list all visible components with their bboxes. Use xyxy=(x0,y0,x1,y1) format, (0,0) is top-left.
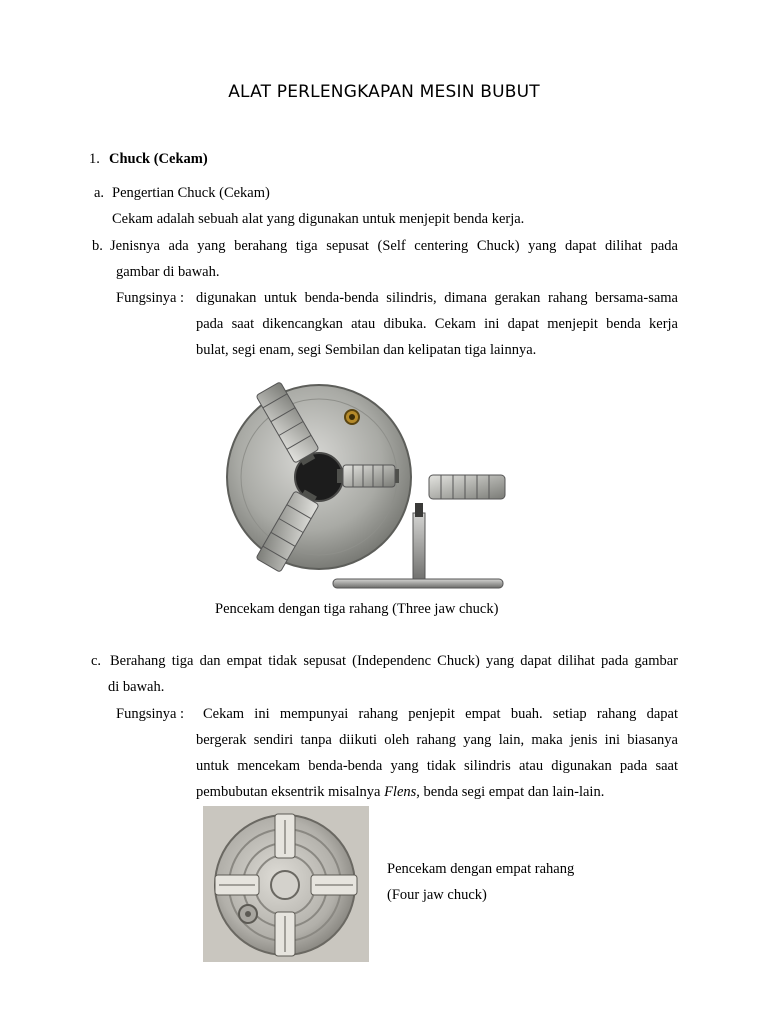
page-title: ALAT PERLENGKAPAN MESIN BUBUT xyxy=(228,82,540,102)
item-c-fungsi-label: Fungsinya : xyxy=(116,706,185,722)
item-b-line1: Jenisnya ada yang berahang tiga sepusat (Self centering Chuck) yang dapat dilihat pada xyxy=(110,238,678,254)
three-jaw-chuck-illustration xyxy=(219,377,511,595)
item-a-text: Cekam adalah sebuah alat yang digunakan untuk menjepit benda kerja. xyxy=(112,211,525,227)
item-b-fungsi-line1: digunakan untuk benda-benda silindris, dimana gerakan rahang bersama-sama xyxy=(196,290,678,306)
item-c-line1: Berahang tiga dan empat tidak sepusat (Independenc Chuck) yang dapat dilihat pada gambar xyxy=(110,653,678,669)
item-b-fungsi-line3: bulat, segi enam, segi Sembilan dan kelipatan tiga lainnya. xyxy=(196,342,537,358)
four-jaw-chuck-illustration xyxy=(203,806,369,962)
section-heading: Chuck (Cekam) xyxy=(109,151,208,167)
item-c-fungsi-line4-emphasis: Flens xyxy=(384,784,417,800)
item-c-fungsi-line4 xyxy=(196,784,604,801)
item-a-heading: Pengertian Chuck (Cekam) xyxy=(112,185,270,201)
four-jaw-caption-line2: (Four jaw chuck) xyxy=(387,887,487,903)
item-c-marker: c. xyxy=(91,653,102,669)
item-b-line2: gambar di bawah. xyxy=(116,264,220,280)
item-b-marker: b. xyxy=(92,238,103,254)
item-c-fungsi-line4-pre: pembubutan eksentrik misalnya xyxy=(196,784,385,800)
three-jaw-chuck-image xyxy=(219,377,511,595)
item-c-fungsi-line1: Cekam ini mempunyai rahang penjepit empat buah. setiap rahang dapat xyxy=(203,706,678,722)
four-jaw-chuck-image xyxy=(203,806,369,962)
item-b-fungsi-label: Fungsinya : xyxy=(116,290,185,306)
item-a-marker: a. xyxy=(94,185,105,201)
item-c-fungsi-line3: untuk mencekam benda-benda yang tidak silindris atau digunakan pada saat xyxy=(196,758,678,774)
four-jaw-caption-line1: Pencekam dengan empat rahang xyxy=(387,861,575,877)
item-b-fungsi-line2: pada saat dikencangkan atau dibuka. Cekam ini dapat menjepit benda kerja xyxy=(196,316,678,332)
item-c-fungsi-line4-post: , benda segi empat dan lain-lain. xyxy=(416,784,605,800)
item-c-fungsi-line2: bergerak sendiri tanpa diikuti oleh rahang yang lain, maka jenis ini biasanya xyxy=(196,732,678,748)
three-jaw-caption: Pencekam dengan tiga rahang (Three jaw chuck) xyxy=(215,601,499,617)
item-c-line2: di bawah. xyxy=(108,679,165,695)
section-number: 1. xyxy=(89,151,100,167)
